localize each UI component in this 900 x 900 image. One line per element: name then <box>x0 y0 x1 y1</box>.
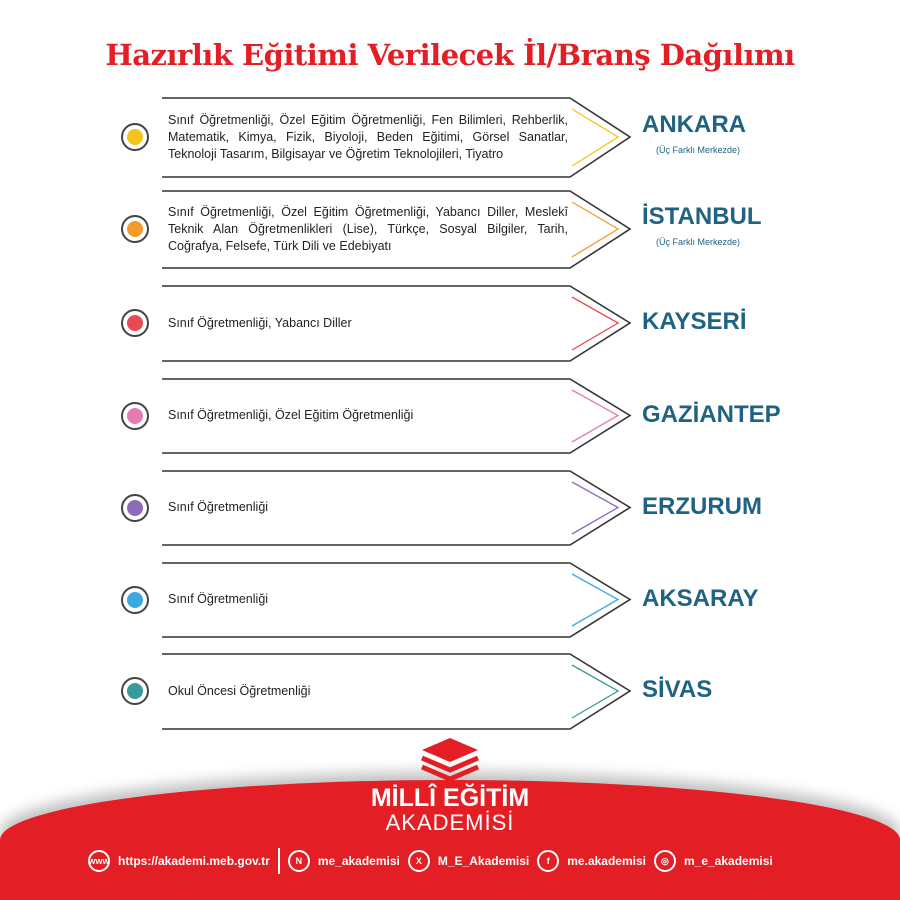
color-dot-icon <box>121 309 149 337</box>
city-row <box>0 190 900 268</box>
city-row <box>0 97 900 177</box>
branch-list: Sınıf Öğretmenliği <box>168 500 269 514</box>
color-dot-icon <box>121 586 149 614</box>
color-dot-icon <box>121 677 149 705</box>
divider <box>278 848 280 874</box>
nsosyal-icon: N <box>288 850 310 872</box>
city-row <box>0 285 900 361</box>
city-note: (Üç Farklı Merkezde) <box>655 237 740 247</box>
city-name: AKSARAY <box>642 584 759 612</box>
branch-list: Sınıf Öğretmenliği, Özel Eğitim Öğretmenliği, Fen Bilimleri, Rehberlik, Matematik, Kimya, Fizik, Biyoloji, Beden Eğitimi, Görsel Sanatlar, Teknoloji Tasarım, Bilgisayar ve Öğretim Teknolojileri, Tiyatro <box>168 112 568 161</box>
color-dot-icon <box>121 494 149 522</box>
city-name: İSTANBUL <box>642 203 762 230</box>
branch-list: Sınıf Öğretmenliği, Özel Eğitim Öğretmenliği, Yabancı Diller, Meslekî Teknik Alan Öğretmenlikleri (Lise), Türkçe, Sosyal Bilgiler, Tarih, Coğrafya, Felsefe, Türk Dili ve Edebiyatı <box>168 204 568 253</box>
x-link[interactable]: M_E_Akademisi <box>437 854 530 868</box>
city-row <box>0 470 900 545</box>
city-row <box>0 378 900 453</box>
page-title: Hazırlık Eğitimi Verilecek İl/Branş Dağılımı <box>105 38 795 72</box>
color-dot-icon <box>121 402 149 430</box>
branch-list: Okul Öncesi Öğretmenliği <box>168 683 311 698</box>
city-name: SİVAS <box>642 676 713 703</box>
city-name: KAYSERİ <box>642 308 747 335</box>
color-dot-icon <box>121 123 149 151</box>
academy-logo-icon <box>420 738 480 780</box>
color-dot-icon <box>121 215 149 243</box>
city-row <box>0 562 900 637</box>
city-note: (Üç Farklı Merkezde) <box>655 145 740 155</box>
brand-name: MİLLÎ EĞİTİM <box>370 784 530 812</box>
instagram-link[interactable]: m_e_akademisi <box>683 854 773 868</box>
city-row <box>0 653 900 729</box>
brand-subtitle: AKADEMİSİ <box>385 810 515 835</box>
branch-list: Sınıf Öğretmenliği, Yabancı Diller <box>168 315 352 330</box>
nsosyal-link[interactable]: me_akademisi <box>317 854 400 868</box>
city-name: ERZURUM <box>642 492 762 520</box>
instagram-icon: ◎ <box>654 850 676 872</box>
branch-list: Sınıf Öğretmenliği, Özel Eğitim Öğretmenliği <box>168 408 414 422</box>
facebook-link[interactable]: me.akademisi <box>567 854 646 868</box>
web-globe-icon: www <box>88 850 110 872</box>
facebook-icon: f <box>537 850 559 872</box>
branch-list: Sınıf Öğretmenliği <box>168 592 269 606</box>
contact-links <box>88 848 812 874</box>
city-name: ANKARA <box>642 111 746 138</box>
x-icon: X <box>408 850 430 872</box>
website-link[interactable]: https://akademi.meb.gov.tr <box>118 854 270 868</box>
city-name: GAZİANTEP <box>642 400 781 428</box>
